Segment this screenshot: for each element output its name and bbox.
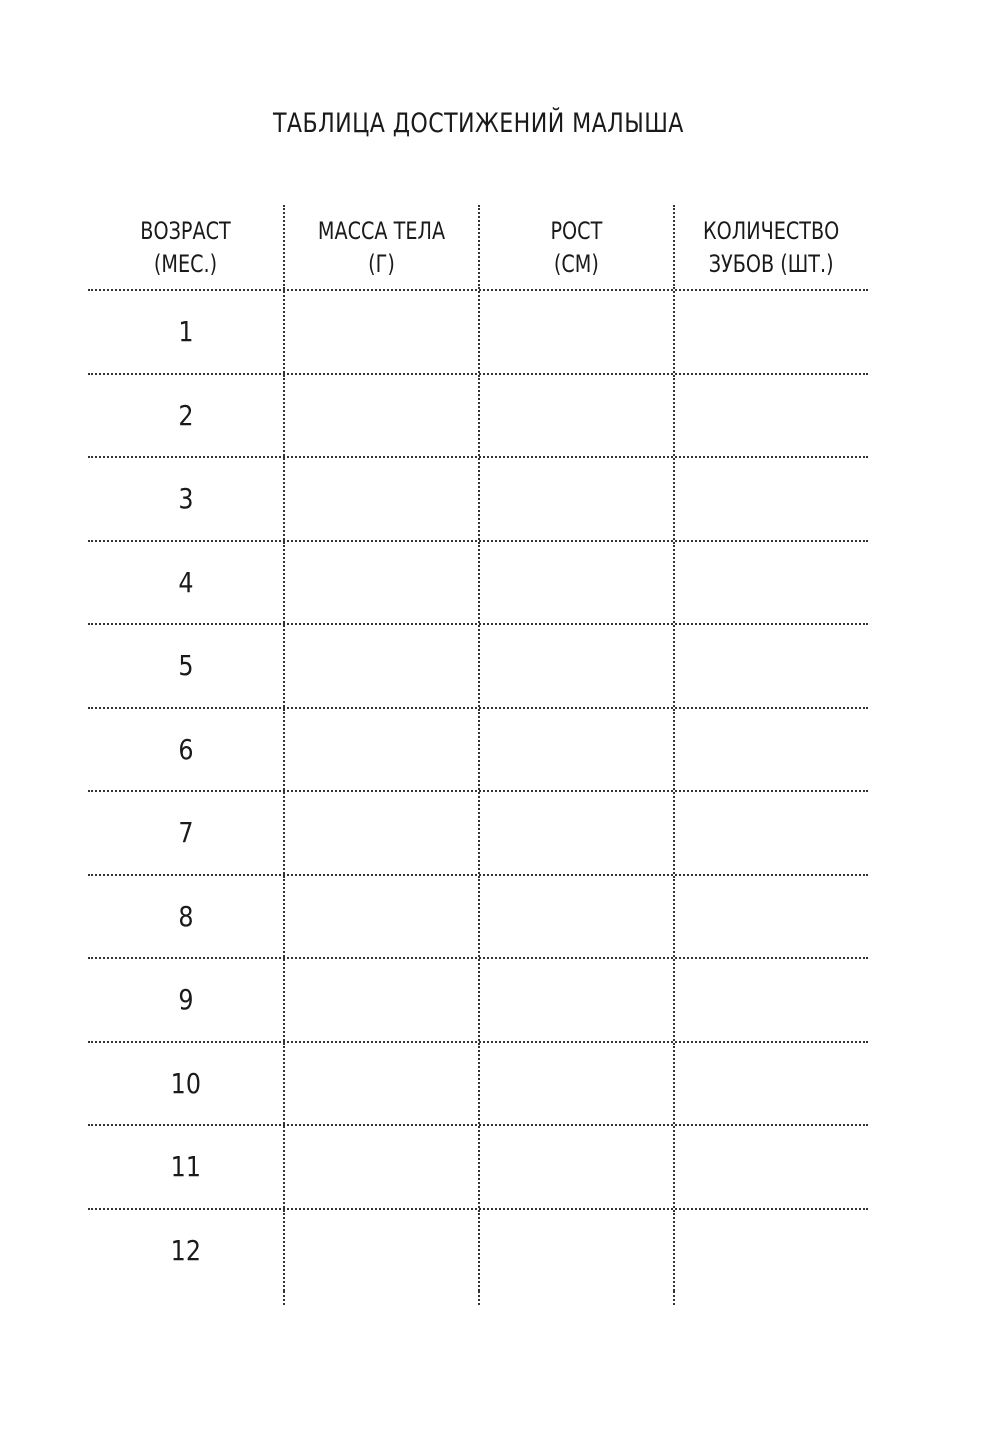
month-cell xyxy=(88,876,283,958)
table-header-row xyxy=(88,205,868,289)
month-label: 12 xyxy=(170,1233,201,1267)
month-label: 3 xyxy=(177,482,194,516)
table-row xyxy=(88,289,868,373)
tail-cell xyxy=(283,1291,478,1305)
teeth-cell[interactable] xyxy=(673,458,868,540)
table-row xyxy=(88,373,868,457)
table-body xyxy=(88,289,868,1291)
height-cell[interactable] xyxy=(478,1126,673,1208)
weight-cell[interactable] xyxy=(283,792,478,874)
month-cell xyxy=(88,709,283,791)
header-height: РОСТ (СМ) xyxy=(550,217,603,278)
header-weight-cell xyxy=(283,205,478,289)
table-row xyxy=(88,707,868,791)
teeth-cell[interactable] xyxy=(673,291,868,373)
weight-cell[interactable] xyxy=(283,625,478,707)
month-label: 9 xyxy=(177,983,194,1017)
month-label: 2 xyxy=(177,398,194,432)
header-age: ВОЗРАСТ (МЕС.) xyxy=(140,217,231,278)
month-label: 1 xyxy=(177,315,194,349)
height-cell[interactable] xyxy=(478,1043,673,1125)
tail-cell xyxy=(88,1291,283,1305)
teeth-cell[interactable] xyxy=(673,375,868,457)
month-label: 7 xyxy=(177,816,194,850)
month-cell xyxy=(88,792,283,874)
month-cell xyxy=(88,1043,283,1125)
month-label: 5 xyxy=(177,649,194,683)
weight-cell[interactable] xyxy=(283,1126,478,1208)
month-label: 6 xyxy=(177,732,194,766)
tail-cell xyxy=(673,1291,868,1305)
height-cell[interactable] xyxy=(478,291,673,373)
table-tail xyxy=(88,1291,868,1305)
teeth-cell[interactable] xyxy=(673,625,868,707)
weight-cell[interactable] xyxy=(283,375,478,457)
header-height-cell xyxy=(478,205,673,289)
teeth-cell[interactable] xyxy=(673,1043,868,1125)
month-label: 11 xyxy=(170,1150,201,1184)
teeth-cell[interactable] xyxy=(673,709,868,791)
header-age-cell xyxy=(88,205,283,289)
month-label: 4 xyxy=(177,565,194,599)
weight-cell[interactable] xyxy=(283,542,478,624)
height-cell[interactable] xyxy=(478,709,673,791)
header-weight: МАССА ТЕЛА (Г) xyxy=(317,217,446,278)
teeth-cell[interactable] xyxy=(673,1210,868,1292)
teeth-cell[interactable] xyxy=(673,876,868,958)
month-cell xyxy=(88,291,283,373)
table-row xyxy=(88,957,868,1041)
teeth-cell[interactable] xyxy=(673,792,868,874)
teeth-cell[interactable] xyxy=(673,542,868,624)
month-cell xyxy=(88,375,283,457)
height-cell[interactable] xyxy=(478,959,673,1041)
weight-cell[interactable] xyxy=(283,1043,478,1125)
height-cell[interactable] xyxy=(478,625,673,707)
month-cell xyxy=(88,625,283,707)
month-cell xyxy=(88,1126,283,1208)
weight-cell[interactable] xyxy=(283,291,478,373)
achievements-table xyxy=(88,205,868,1305)
height-cell[interactable] xyxy=(478,542,673,624)
tail-cell xyxy=(478,1291,673,1305)
weight-cell[interactable] xyxy=(283,709,478,791)
table-row xyxy=(88,456,868,540)
weight-cell[interactable] xyxy=(283,959,478,1041)
table-row xyxy=(88,790,868,874)
table-row xyxy=(88,1124,868,1208)
month-cell xyxy=(88,542,283,624)
page-title: ТАБЛИЦА ДОСТИЖЕНИЙ МАЛЫША xyxy=(272,108,684,139)
height-cell[interactable] xyxy=(478,458,673,540)
height-cell[interactable] xyxy=(478,792,673,874)
month-label: 8 xyxy=(177,899,194,933)
table-row xyxy=(88,1208,868,1292)
weight-cell[interactable] xyxy=(283,876,478,958)
weight-cell[interactable] xyxy=(283,1210,478,1292)
table-row xyxy=(88,540,868,624)
header-teeth-cell xyxy=(673,205,868,289)
table-row xyxy=(88,874,868,958)
teeth-cell[interactable] xyxy=(673,959,868,1041)
height-cell[interactable] xyxy=(478,876,673,958)
month-cell xyxy=(88,1210,283,1292)
weight-cell[interactable] xyxy=(283,458,478,540)
table-row xyxy=(88,1041,868,1125)
teeth-cell[interactable] xyxy=(673,1126,868,1208)
month-cell xyxy=(88,458,283,540)
month-cell xyxy=(88,959,283,1041)
height-cell[interactable] xyxy=(478,1210,673,1292)
month-label: 10 xyxy=(170,1066,201,1100)
table-row xyxy=(88,623,868,707)
header-teeth: КОЛИЧЕСТВО ЗУБОВ (ШТ.) xyxy=(703,217,840,278)
height-cell[interactable] xyxy=(478,375,673,457)
